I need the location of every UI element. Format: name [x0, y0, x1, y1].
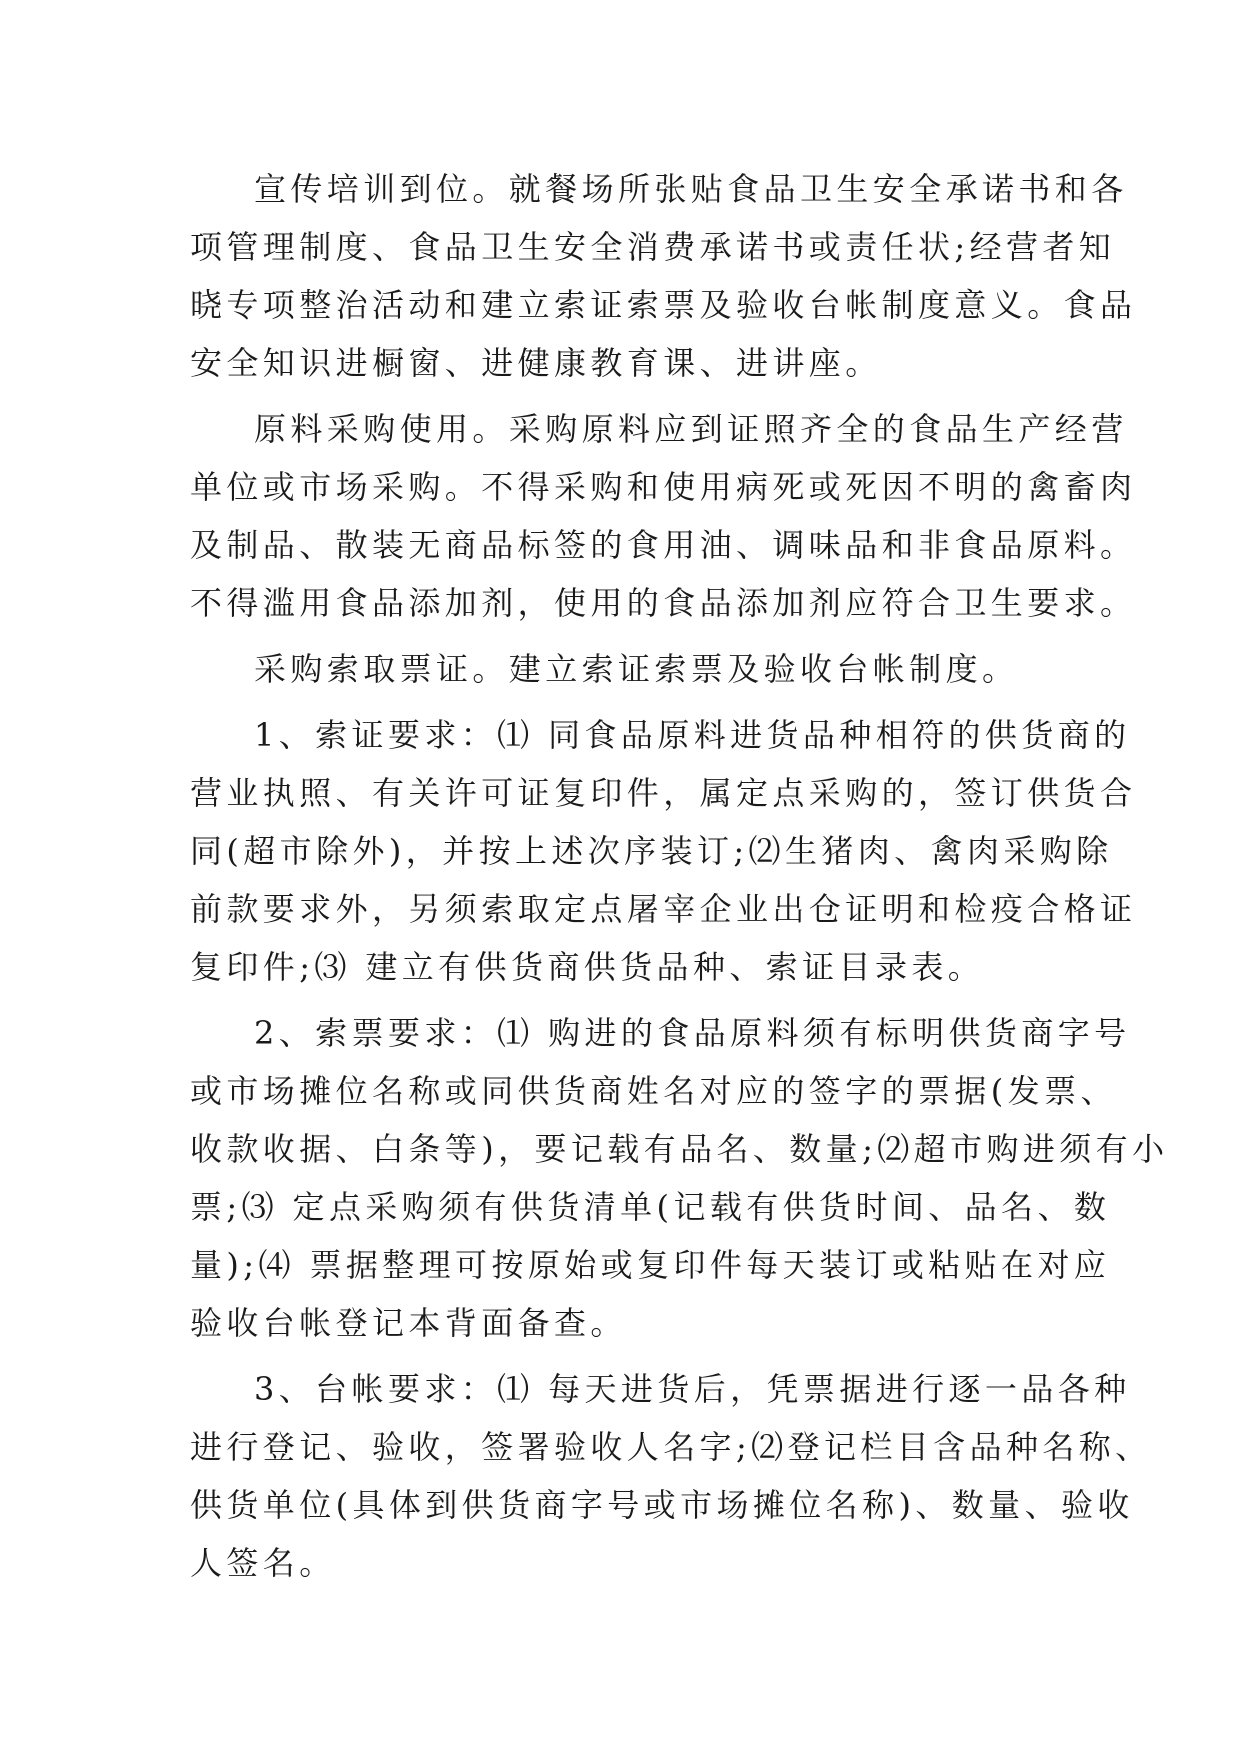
- text-line: 安全知识进橱窗、进健康教育课、进讲座。: [190, 344, 882, 382]
- text-line: 不得滥用食品添加剂，使用的食品添加剂应符合卫生要求。: [190, 584, 1137, 622]
- text-line: 或市场摊位名称或同供货商姓名对应的签字的票据(发票、: [190, 1072, 1117, 1110]
- text-line: 晓专项整治活动和建立索证索票及验收台帐制度意义。食品: [190, 286, 1137, 324]
- text-line: 2、索票要求：⑴ 购进的食品原料须有标明供货商字号: [254, 1014, 1131, 1052]
- text-line: 宣传培训到位。就餐场所张贴食品卫生安全承诺书和各: [254, 170, 1128, 208]
- text-line: 采购索取票证。建立索证索票及验收台帐制度。: [254, 650, 1019, 688]
- text-line: 票;⑶ 定点采购须有供货清单(记载有供货时间、品名、数: [190, 1188, 1111, 1226]
- paragraph-certificate-requirements: [190, 706, 1137, 996]
- text-line: 项管理制度、食品卫生安全消费承诺书或责任状;经营者知: [190, 228, 1116, 266]
- paragraph-raw-material-procurement: [190, 400, 1137, 632]
- text-line: 原料采购使用。采购原料应到证照齐全的食品生产经营: [254, 410, 1128, 448]
- text-line: 营业执照、有关许可证复印件，属定点采购的，签订供货合: [190, 774, 1137, 812]
- text-line: 人签名。: [190, 1544, 336, 1582]
- text-line: 复印件;⑶ 建立有供货商供货品种、索证目录表。: [190, 948, 985, 986]
- paragraph-receipt-requirements: [190, 1004, 1169, 1352]
- text-line: 及制品、散装无商品标签的食用油、调味品和非食品原料。: [190, 526, 1137, 564]
- document-body: [190, 160, 1169, 1592]
- text-line: 前款要求外，另须索取定点屠宰企业出仓证明和检疫合格证: [190, 890, 1137, 928]
- text-line: 供货单位(具体到供货商字号或市场摊位名称)、数量、验收: [190, 1486, 1134, 1524]
- text-line: 同(超市除外)，并按上述次序装订;⑵生猪肉、禽肉采购除: [190, 832, 1113, 870]
- text-line: 进行登记、验收，签署验收人名字;⑵登记栏目含品种名称、: [190, 1428, 1152, 1466]
- text-line: 1、索证要求：⑴ 同食品原料进货品种相符的供货商的: [254, 716, 1131, 754]
- text-line: 量);⑷ 票据整理可按原始或复印件每天装订或粘贴在对应: [190, 1246, 1111, 1284]
- text-line: 收款收据、白条等)，要记载有品名、数量;⑵超市购进须有小: [190, 1130, 1169, 1168]
- text-line: 单位或市场采购。不得采购和使用病死或死因不明的禽畜肉: [190, 468, 1137, 506]
- text-line: 3、台帐要求：⑴ 每天进货后，凭票据进行逐一品各种: [254, 1370, 1131, 1408]
- paragraph-publicity-training: [190, 160, 1137, 392]
- paragraph-ledger-requirements: [190, 1360, 1152, 1592]
- paragraph-procurement-vouchers: [190, 640, 1070, 698]
- text-line: 验收台帐登记本背面备查。: [190, 1304, 627, 1342]
